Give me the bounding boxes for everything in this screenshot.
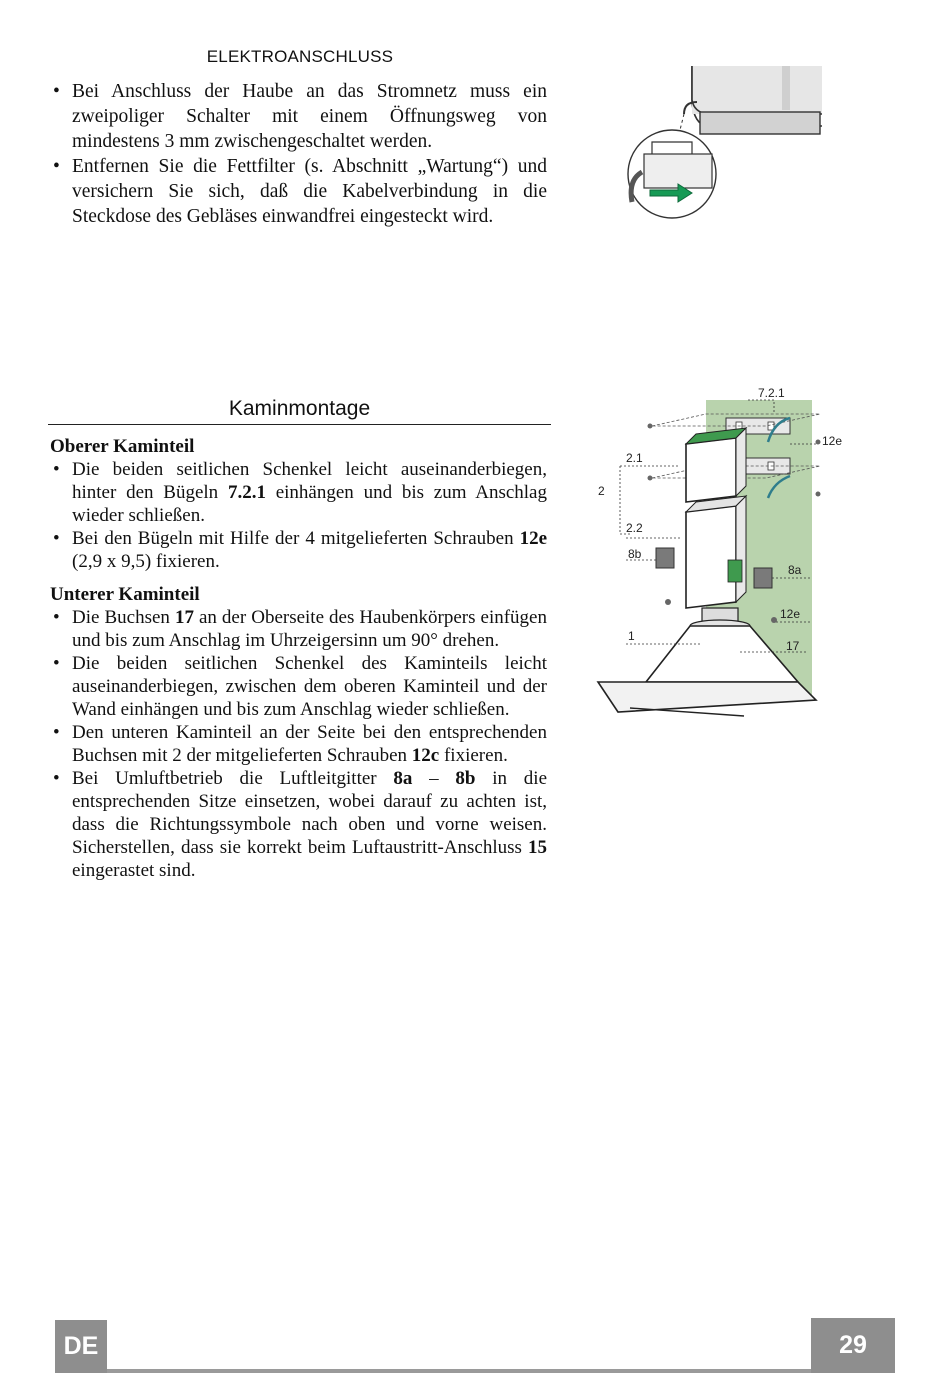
list-item: • Bei Umluftbetrieb die Luftleitgitter 8a – 8b in die entsprechenden Sitze einsetzen, wobei darauf zu achten ist, dass die Richtungssymbole nach oben und vorne weisen. Sicherstellen, dass sie korrekt beim Luftaustritt-Anschluss 15 eingerastet sind. bbox=[50, 767, 547, 882]
label-2: 2 bbox=[598, 484, 605, 498]
subheading-oberer-kaminteil: Oberer Kaminteil bbox=[50, 436, 195, 457]
section-title-kaminmontage: Kaminmontage bbox=[48, 397, 551, 425]
label-1: 1 bbox=[628, 629, 635, 643]
screw-icon bbox=[648, 424, 653, 429]
list-item: • Die Buchsen 17 an der Oberseite des Haubenkörpers einfügen und bis zum Anschlag im Uhrzeigersinn um 90° drehen. bbox=[50, 606, 547, 652]
footer-rule bbox=[55, 1369, 895, 1373]
label-17: 17 bbox=[786, 639, 800, 653]
label-7-2-1: 7.2.1 bbox=[758, 386, 785, 400]
electrical-connection-illustration bbox=[622, 62, 822, 222]
list-item: • Die beiden seitlichen Schenkel leicht auseinanderbiegen, hinter den Bügeln 7.2.1 einhängen und bis zum Anschlag wieder schließen. bbox=[50, 458, 547, 527]
language-badge: DE bbox=[55, 1320, 107, 1373]
label-12e: 12e bbox=[780, 607, 801, 621]
grille-8b bbox=[656, 548, 674, 568]
unterer-bullet-list bbox=[50, 606, 547, 882]
oberer-bullet-list bbox=[50, 458, 547, 573]
list-item: • Entfernen Sie die Fettfilter (s. Abschnitt „Wartung“) und versichern Sie sich, daß die Kabelverbindung in die Steckdose des Gebläses einwandfrei eingesteckt wird. bbox=[50, 154, 547, 229]
label-8a: 8a bbox=[788, 563, 802, 577]
page-number: 29 bbox=[811, 1318, 895, 1373]
label-8b: 8b bbox=[628, 547, 642, 561]
label-2-1: 2.1 bbox=[626, 451, 643, 465]
screw-icon bbox=[665, 599, 671, 605]
list-item: • Den unteren Kaminteil an der Seite bei den entsprechenden Buchsen mit 2 der mitgelieferten Schrauben 12c fixieren. bbox=[50, 721, 547, 767]
lower-chimney bbox=[686, 506, 736, 608]
list-item: • Die beiden seitlichen Schenkel des Kaminteils leicht auseinanderbiegen, zwischen dem oberen Kaminteil und der Wand einhängen und bis zum Anschlag wieder schließen. bbox=[50, 652, 547, 721]
section-heading-elektroanschluss: ELEKTROANSCHLUSS bbox=[206, 47, 394, 66]
label-12e: 12e bbox=[822, 434, 843, 448]
chimney-assembly-illustration bbox=[590, 382, 860, 722]
upper-chimney bbox=[686, 438, 736, 502]
list-item: • Bei den Bügeln mit Hilfe der 4 mitgelieferten Schrauben 12e (2,9 x 9,5) fixieren. bbox=[50, 527, 547, 573]
list-item: • Bei Anschluss der Haube an das Stromnetz muss ein zweipoliger Schalter mit einem Öffnungsweg von mindestens 3 mm zwischengeschaltet werden. bbox=[50, 79, 547, 154]
elektro-bullet-list bbox=[50, 79, 547, 229]
label-2-2: 2.2 bbox=[626, 521, 643, 535]
screw-icon bbox=[816, 492, 821, 497]
screw-icon bbox=[816, 440, 821, 445]
screw-icon bbox=[648, 476, 653, 481]
grille-8a bbox=[754, 568, 772, 588]
kaminmontage-instructions bbox=[50, 435, 547, 882]
subheading-unterer-kaminteil: Unterer Kaminteil bbox=[50, 584, 200, 605]
